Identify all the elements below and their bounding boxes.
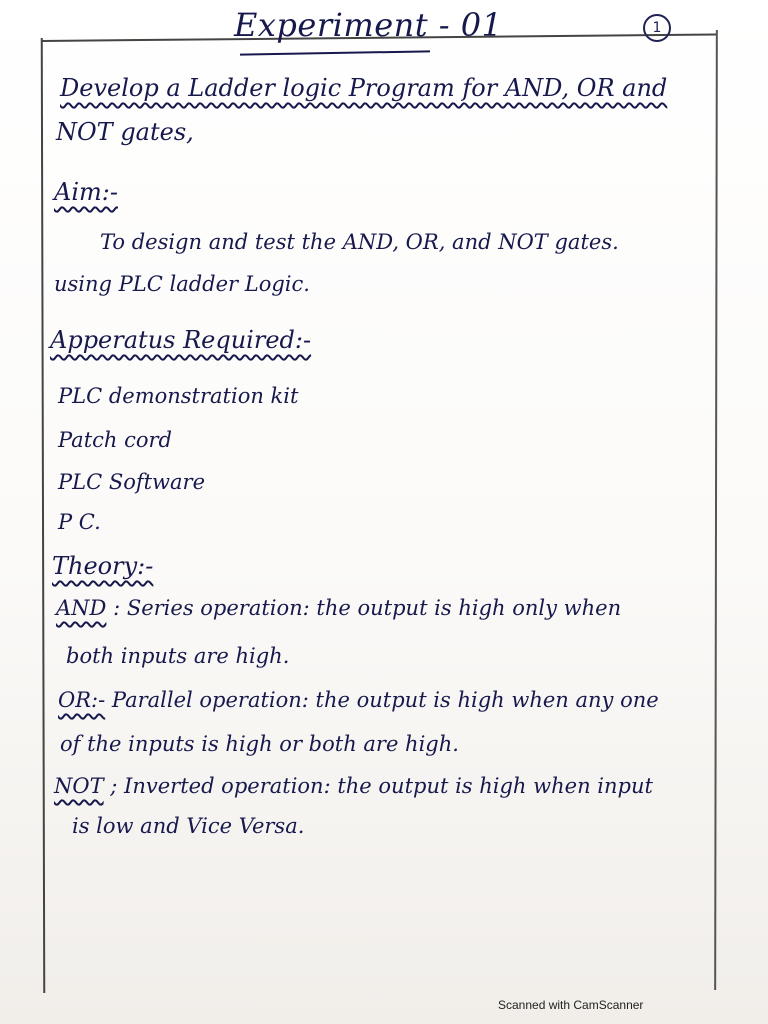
and-line-2: both inputs are high.: [66, 644, 290, 668]
experiment-title: Experiment - 01: [234, 6, 503, 44]
apparatus-heading: Apperatus Required:-: [50, 326, 312, 354]
page-number-circle: 1: [643, 14, 671, 42]
objective-line-1: Develop a Ladder logic Program for AND, OR and: [60, 74, 668, 102]
apparatus-item-2: Patch cord: [58, 428, 172, 452]
aim-line-2: using PLC ladder Logic.: [54, 272, 310, 296]
and-label: AND: [56, 596, 107, 620]
and-line-1: : Series operation: the output is high only when: [113, 596, 622, 620]
apparatus-item-1: PLC demonstration kit: [58, 384, 299, 408]
apparatus-item-3: PLC Software: [58, 470, 206, 494]
not-label: NOT: [54, 774, 104, 798]
or-line-2: of the inputs is high or both are high.: [60, 732, 459, 756]
not-line-2: is low and Vice Versa.: [72, 814, 305, 838]
or-label: OR:-: [58, 688, 106, 712]
not-line-1: ; Inverted operation: the output is high when input: [110, 774, 653, 798]
apparatus-item-4: P C.: [58, 510, 101, 534]
aim-line-1: To design and test the AND, OR, and NOT gates.: [100, 230, 619, 254]
objective-line-2: NOT gates,: [56, 118, 194, 146]
scanner-watermark: Scanned with CamScanner: [498, 998, 644, 1012]
or-line-1: Parallel operation: the output is high when any one: [111, 688, 659, 712]
theory-heading: Theory:-: [52, 552, 154, 580]
aim-heading: Aim:-: [54, 178, 118, 206]
